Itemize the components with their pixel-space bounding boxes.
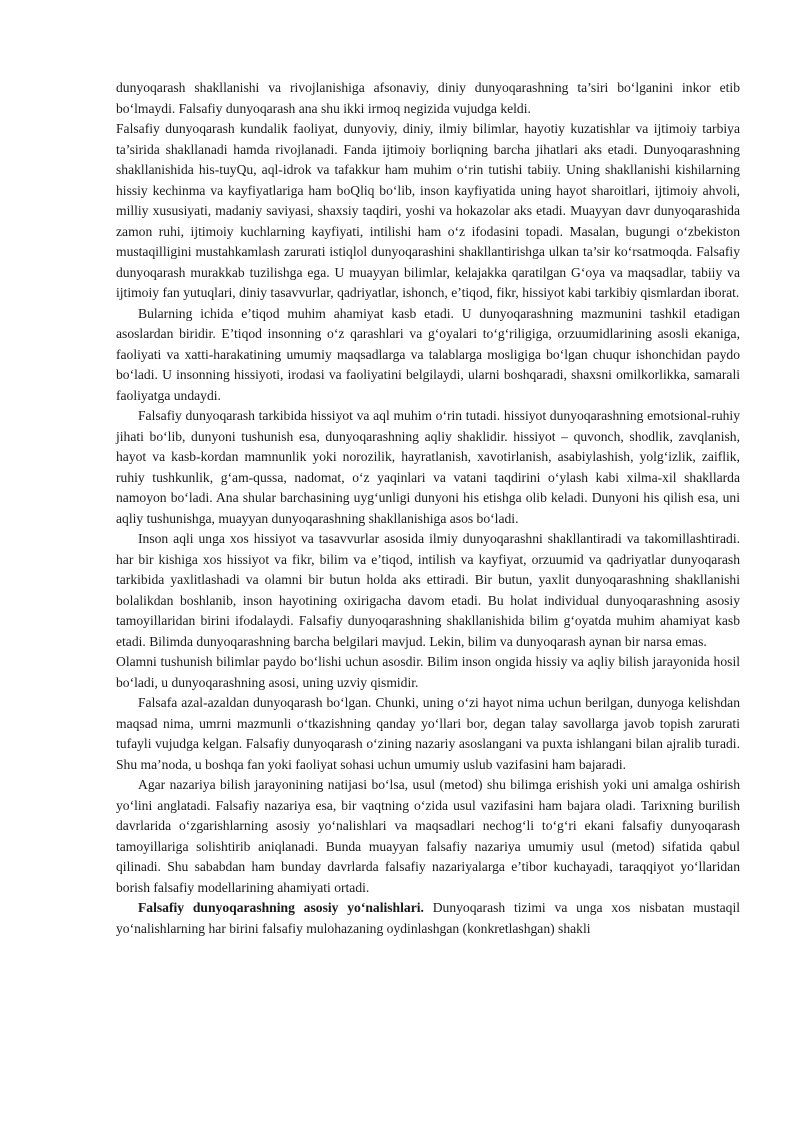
- paragraph: dunyoqarash shakllanishi va rivojlanishiga afsonaviy, diniy dunyoqarashning ta’siri bo‘lganini inkor etib bo‘lmaydi. Falsafiy dunyoqarash ana shu ikki irmoq negizida vujudga keldi.: [116, 80, 740, 116]
- paragraph: Inson aqli unga xos hissiyot va tasavvurlar asosida ilmiy dunyoqarashni shakllantiradi va takomillashtiradi. har bir kishiga xos hissiyot va fikr, bilim va e’tiqod, intilish va kayfiyat, orzuumid va qadriyatlar dunyoqarash tarkibida yaxlitlashadi va olamni bir butun holda aks ettiradi. Bir butun, yaxlit dunyoqarashning shakllanishi bolalikdan boshlanib, inson hayotining oxirigacha davom etadi. Bu holat individual dunyoqarashning asosiy tamoyillaridan birini ifodalaydi. Falsafiy dunyoqarashning shakllanishida bilim g‘oyatda muhim ahamiyat kasb etadi. Bilimda dunyoqarashning barcha belgilari mavjud. Lekin, bilim va dunyoqarash aynan bir narsa emas.: [116, 531, 740, 649]
- paragraph: [116, 898, 740, 939]
- paragraph: Agar nazariya bilish jarayonining natijasi bo‘lsa, usul (metod) shu bilimga erishish yoki uni amalga oshirish yo‘lini anglatadi. Falsafiy nazariya esa, bir vaqtning o‘zida usul vazifasini ham bajara oladi. Tarixning burilish davrlarida o‘zgarishlarning asosiy yo‘nalishlari va maqsadlari nechog‘li to‘g‘ri ekani falsafiy dunyoqarash tamoyillariga solishtirib aniqlanadi. Bunda muayyan falsafiy nazariya umumiy usul (metod) sifatida qabul qilinadi. Shu sababdan ham bunday davrlarda falsafiy nazariyalarga e’tibor kuchayadi, taraqqiyot yo‘llaridan borish falsafiy modellarining ahamiyati ortadi.: [116, 777, 740, 895]
- paragraph: Falsafiy dunyoqarash kundalik faoliyat, dunyoviy, diniy, ilmiy bilimlar, hayotiy kuzatishlar va ijtimoiy tarbiya ta’sirida shakllanadi hamda rivojlanadi. Fanda ijtimoiy borliqning barcha jihatlari aks etadi. Dunyoqarashning shakllanishida his-tuyQu, aql-idrok va tafakkur ham muhim o‘rin tutishi tabiiy. Uning shakllanishi kishilarning hissiy kechinma va kayfiyatlariga ham boQliq bo‘lib, inson kayfiyatida uning hayot sharoitlari, ijtimoiy ahvoli, milliy xususiyati, madaniy saviyasi, shaxsiy taqdiri, yoshi va hokazolar aks etadi. Muayyan davr dunyoqarashida zamon ruhi, ijtimoiy kuchlarning kayfiyati, intilishi ham o‘z ifodasini topadi. Masalan, bugungi o‘zbekiston mustaqilligini mustahkamlash zarurati istiqlol dunyoqarashini shakllantirishga ulkan ta’sir ko‘rsatmoqda. Falsafiy dunyoqarash murakkab tuzilishga ega. U muayyan bilimlar, kelajakka qaratilgan G‘oya va maqsadlar, tabiiy va ijtimoiy fan yutuqlari, diniy tasavvurlar, qadriyatlar, ishonch, e’tiqod, fikr, hissiyot kabi tarkibiy qismlardan iborat.: [116, 121, 740, 300]
- paragraph-text: Dunyoqarash tizimi va unga xos nisbatan mustaqil yo‘nalishlarning har birini falsafiy mulohazaning oydinlashgan (konkretlashgan) shakli: [116, 900, 740, 936]
- paragraph: Falsafa azal-azaldan dunyoqarash bo‘lgan. Chunki, uning o‘zi hayot nima uchun berilgan, dunyoga kelishdan maqsad nima, umrni mazmunli o‘tkazishning qanday yo‘llari bor, degan talay savollarga javob topish zarurati tufayli vujudga kelgan. Falsafiy dunyoqarash o‘zining nazariy asoslangani va puxta ishlangani bilan ajralib turadi. Shu ma’noda, u boshqa fan yoki faoliyat sohasi uchun umumiy uslub vazifasini ham bajaradi.: [116, 695, 740, 772]
- section-heading: Falsafiy dunyoqarashning asosiy yo‘nalishlari.: [138, 900, 424, 915]
- paragraph: Olamni tushunish bilimlar paydo bo‘lishi uchun asosdir. Bilim inson ongida hissiy va aqliy bilish jarayonida hosil bo‘ladi, u dunyoqarashning asosi, uning uzviy qismidir.: [116, 654, 740, 690]
- paragraph: Bularning ichida e’tiqod muhim ahamiyat kasb etadi. U dunyoqarashning mazmunini tashkil etadigan asoslardan biridir. E’tiqod insonning o‘z qarashlari va g‘oyalari to‘g‘riligiga, orzuumidlarining asosli ekaniga, faoliyati va xatti-harakatining umumiy maqsadlarga va talablarga mosligiga bo‘lgan chuqur ishonchidan paydo bo‘ladi. U insonning hissiyoti, irodasi va faoliyatini belgilaydi, ularni boshqaradi, shaxsni omilkorlikka, samarali faoliyatga undaydi.: [116, 305, 740, 403]
- paragraph: Falsafiy dunyoqarash tarkibida hissiyot va aql muhim o‘rin tutadi. hissiyot dunyoqarashning emotsional-ruhiy jihati bo‘lib, dunyoni tushunish esa, dunyoqarashning aqliy shaklidir. hissiyot – quvonch, shodlik, zavqlanish, hayot va kasb-kordan mamnunlik yoki norozilik, hayratlanish, xavotirlanish, asabiylashish, yolg‘izlik, zaiflik, ruhiy tushkunlik, g‘am-qussa, nadomat, o‘z yaqinlari va vatani taqdirini o‘ylash kabi xilma-xil shakllarda namoyon bo‘ladi. Ana shular barchasining uyg‘unligi dunyoni his etishga olib keladi. Dunyoni his qilish esa, uni aqliy tushunishga, muayyan dunyoqarashning shakllanishiga asos bo‘ladi.: [116, 408, 740, 526]
- document-page: [116, 78, 740, 939]
